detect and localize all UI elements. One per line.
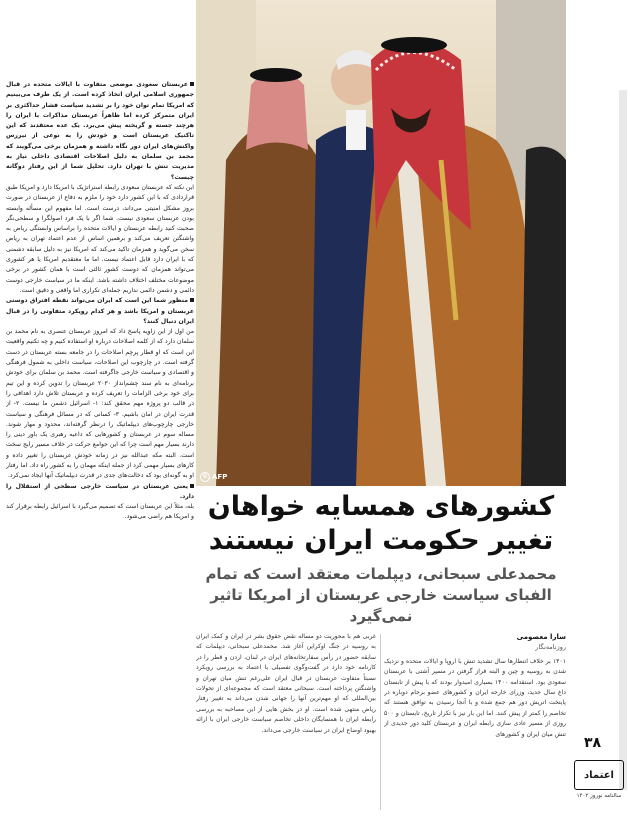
main-headline: کشورهای همسایه خواهان تغییر حکومت ایران نیستند [207, 491, 555, 556]
question-2: منظور شما این است که ایران می‌تواند نقطه افتراق دوستی عربستان و امریکا باشد و هر کدام رویکرد متفاوتی را در قبال ایران دنبال کنند؟ [6, 297, 194, 325]
author-name: سارا معصومی [516, 633, 566, 641]
answer-2: من اول از این زاویه پاسخ داد که امروز عربستان عنصری به نام محمد بن سلمان دارد که از کلمه اصلاحات درباره او استفاده کنیم و چه تکنیم واقعیت این است که او قطار پرچم اصلاحات را در جامعه بسته عربستان در دست گرفته است. در چارچوب این اصلاحات، سیاست داخلی به شمول فرهنگی و اقتصادی و سیاست خارجی جاگرفته است. محمد بن سلمان برای خودش برنامه‌ای به نام سند چشم‌انداز ۲۰۳۰ عربستان را تدوین کرده و این تیم برای خود برخی الزامات را تعریف کرده و عربستان تلاش دارد اهدافی را در قالب دو پروژه مهم محقق کند: ۱- اسرائیل دشمن ما نیست. ۲- از قدرت ایران در امان باشیم. ۳- کسانی که در مسائل فرهنگی و سیاست خارجی چارچوب‌های دیپلماتیک را درنظر گرفته‌اند، محدود و مهار شوند. مساله سوم در عربستان و کشورهایی که داعیه رهبری یک باور دینی را دارند بسیار مهم است چرا که این جوامع حرکت در خلاف مسیر رایج سخت است. البته مکه عبدالله نیز در زمانه خودش عربستان را تغییر داده و کارهای بسیار مهمی کرد از جمله اینکه مهمان را به کشور راه داد. اما رفتار او به گونه‌ای بود که دخالت‌های جدی در قدرت دیپلماتیک آنها ایجاد نمی‌کرد. [6, 328, 194, 480]
question-1: عربستان سعودی موضعی متفاوت با ایالات متحده در قبال جمهوری اسلامی ایران اتخاذ کرده است. از یک طرف می‌بینیم که امریکا تمام توان خود را بر تشدید سیاست فشار حداکثری بر ایران متمرکز کرده اما ظاهراً عربستان مذاکرات با ایران را هرچند جسته و گریخته پیش می‌برد. یک عده معتقدند که این تاکتیک عربستان است و خودش را به نوعی از تیررس واکنش‌های ایران دور نگاه داشته و همزمان برخی می‌گویند که محمد بن سلمان به دلیل اصلاحات اقتصادی داخلی نیاز به مدیریت تنش با تهران دارد. تحلیل شما از این رفتار دوگانه چیست؟ [6, 81, 194, 181]
column-divider [380, 634, 381, 810]
page-number: ۳۸ [584, 735, 602, 751]
interview-column [6, 80, 194, 810]
copyright-icon: © [202, 473, 208, 480]
article-text-middle: غربی هم با محوریت دو مساله نقض حقوق بشر در ایران و کمک ایران به روسیه در جنگ اوکراین آغاز شد. محمدعلی سبحانی، دیپلمات که سابقه حضور در رأس سفارتخانه‌های ایران در لبنان، اردن و قطر را در کارنامه خود دارد در گفت‌وگوی تفصیلی با اعتماد به بررسی رویکرد نسبتاً متفاوت عربستان در قبال ایران علی‌رغم تنش میان تهران و واشنگتن پرداخته است. سبحانی معتقد است که مجموعه‌ای از تحولات بین‌المللی که او مهم‌ترین آنها را جهانی شدن می‌داند به تغییر رفتار ریاض منتهی شده است. او در بخش هایی از این مصاحبه به بررسی رابطه ایران با همسایگان داخلی تخاصم سیاست خارجی ایران با ارائه بهبود اوضاع ایران در سیاست خارجی می‌داند. [196, 633, 376, 734]
headline-block [196, 490, 566, 627]
sub-headline: محمدعلی سبحانی، دیپلمات معتقد است که تمام الفبای سیاست خارجی عربستان از امریکا تاثیر نمی‌گیرد [205, 565, 557, 625]
magazine-logo: اعتماد [574, 760, 624, 790]
answer-3: بله، مثلاً این عربستان است که تصمیم می‌گیرد با اسرائیل رابطه برقرار کند و امریکا هم راضی می‌شود. [6, 503, 194, 521]
margin-strip [570, 0, 630, 820]
photo-credit: © AFP [202, 473, 228, 481]
issue-label: سالنامه نوروز ۱۴۰۲ [576, 793, 622, 799]
answer-1: این نکته که عربستان سعودی رابطه استراتژیک با امریکا دارد و امریکا طبق قراردادی که با این کشور دارد خود را ملزم به دفاع از عربستان در صورت بروز مشکل امنیتی می‌داند، درست است. اما مفهوم این مسأله وابسته بودن عربستان سعودی نیست. شما اگر با یک فرد اصولگرا و سطحی‌نگر صحبت کنید رابطه عربستان و ایالات متحده را براساس وابستگی ریاض به واشنگتن تعریف می‌کند و برهمین اساس از عدم اعتماد تهران به ریاض سخن می‌گوید و همزمان تاکید می‌کند که امریکا نیز به دلیل سابقه دشمنی که با ایران دارد قابل اعتماد نیست. اما ما معتقدیم امریکا یا هر کشوری می‌تواند همزمان که دوست کشور ثالثی است با همان کشور در برخی موضوعات مختلف اختلاف داشته باشد. اینکه ما در سیاست خارجی دوست دائمی و دشمن دائمی نداریم جمله‌ای تکراری اما واقعی و دقیق است. [6, 183, 194, 294]
vertical-rule [619, 90, 627, 790]
question-3: یعنی عربستان در سیاست خارجی سطحی از استقلال را دارد. [6, 482, 194, 500]
news-photo [196, 0, 566, 486]
article-column-middle [196, 632, 376, 812]
article-column-right [384, 632, 566, 812]
article-text-right: ۱۴۰۱ بر خلاف انتظارها سال تشدید تنش با اروپا و ایالات متحده و نزدیک شدن به روسیه و چین و البته فراز گرفتن در مسیر آشتی با عربستان سعودی بود. استقدامه ۱۴۰۰ بسیاری امیدوار بودند که با پیش از تابستان داغ سال جدید، وزرای خارجه ایران و کشورهای عضو برجام دوباره در پایتخت اتریش دور هم جمع شده و با آنجا رسیدن به توافق هستند که تخاصم را کمتر از پیش کنند. اما این بار نیز با تکرار تاریخ، تابستان و ۵۰۰ روزی از مسیر عادی سازی رابطه ایران و عربستان کلید دور جدیدی از تنش میان ایران و کشورهای [384, 657, 566, 738]
author-role: روزنامه‌نگار [535, 643, 566, 652]
